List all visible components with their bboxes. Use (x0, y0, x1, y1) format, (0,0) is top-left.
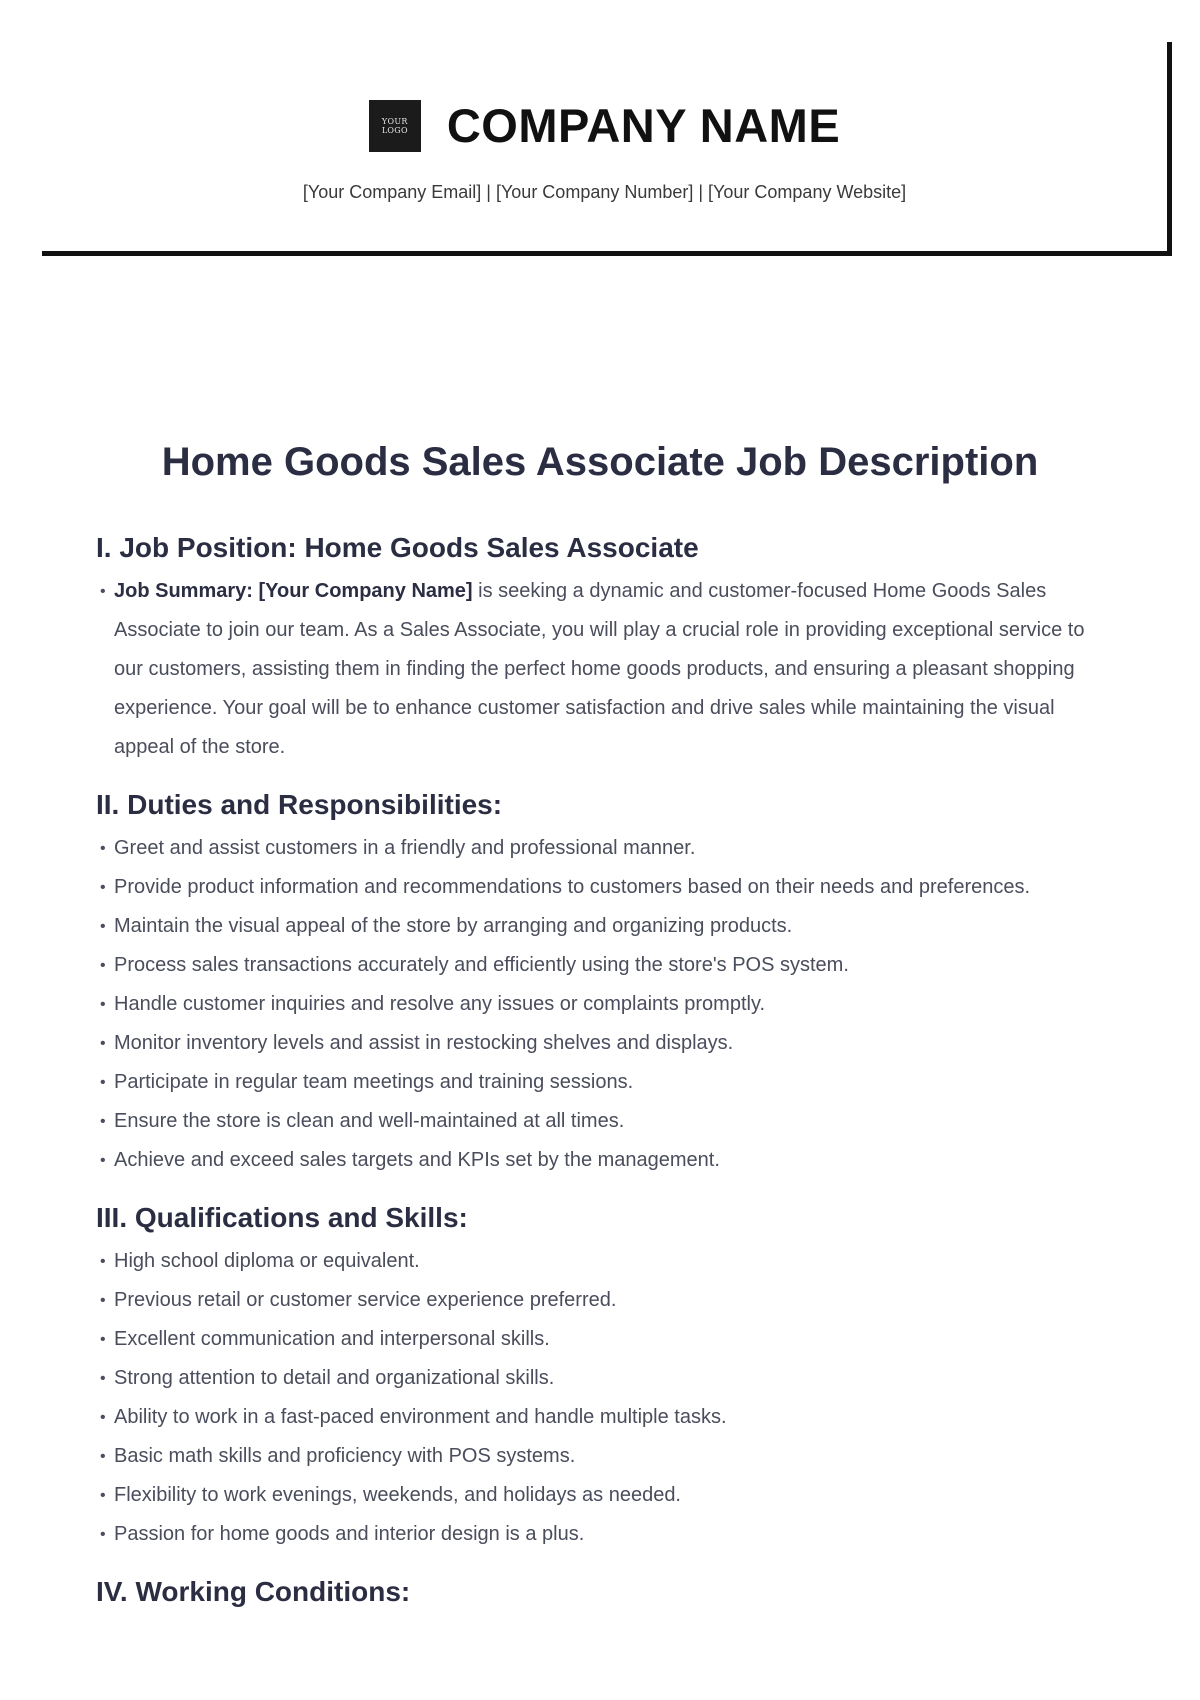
list-item: • Monitor inventory levels and assist in restocking shelves and displays. (96, 1024, 1096, 1063)
list-item: • Greet and assist customers in a friendly and professional manner. (96, 829, 1096, 868)
company-contact-line: [Your Company Email] | [Your Company Number] | [Your Company Website] (302, 182, 907, 202)
logo-text-line2: LOGO (381, 125, 408, 135)
section-duties (96, 787, 1096, 1180)
list-item: • Flexibility to work evenings, weekends, and holidays as needed. (96, 1476, 1096, 1515)
letterhead (42, 42, 1172, 256)
section-heading: IV. Working Conditions: (96, 1576, 411, 1607)
list-item: • Handle customer inquiries and resolve any issues or complaints promptly. (96, 985, 1096, 1024)
list-item: • Previous retail or customer service experience preferred. (96, 1281, 1096, 1320)
list-item: • Achieve and exceed sales targets and KPIs set by the management. (96, 1141, 1096, 1180)
list-item: • Process sales transactions accurately and efficiently using the store's POS system. (96, 946, 1096, 985)
list-item: • Ability to work in a fast-paced environment and handle multiple tasks. (96, 1398, 1096, 1437)
section-heading: I. Job Position: Home Goods Sales Associate (96, 532, 699, 563)
section-job-position (96, 530, 1096, 767)
section-list (96, 572, 1096, 767)
list-item: • Provide product information and recommendations to customers based on their needs and preferences. (96, 868, 1096, 907)
list-item: • Strong attention to detail and organizational skills. (96, 1359, 1096, 1398)
section-list (96, 829, 1096, 1180)
section-heading: III. Qualifications and Skills: (96, 1202, 468, 1233)
list-item: • High school diploma or equivalent. (96, 1242, 1096, 1281)
list-item: • Basic math skills and proficiency with POS systems. (96, 1437, 1096, 1476)
section-heading: II. Duties and Responsibilities: (96, 789, 503, 820)
section-working-conditions (96, 1574, 1096, 1610)
document-content (96, 530, 1096, 1630)
list-item: • Excellent communication and interpersonal skills. (96, 1320, 1096, 1359)
job-summary-label: Job Summary: [Your Company Name] (114, 580, 473, 602)
list-item: • Participate in regular team meetings and training sessions. (96, 1063, 1096, 1102)
company-name: COMPANY NAME (446, 99, 841, 152)
brand-row (42, 98, 1167, 153)
job-summary-item (96, 572, 1096, 767)
job-summary-text: is seeking a dynamic and customer-focused Home Goods Sales Associate to join our team. As a Sales Associate, you will play a crucial role in providing exceptional service to our customers, assisting them in finding the perfect home goods products, and ensuring a pleasant shopping experience. Your goal will be to enhance customer satisfaction and drive sales while maintaining the visual appeal of the store. (114, 580, 1085, 758)
section-qualifications (96, 1200, 1096, 1554)
logo-text-line1: YOUR (381, 116, 408, 126)
list-item: • Maintain the visual appeal of the store by arranging and organizing products. (96, 907, 1096, 946)
list-item: • Ensure the store is clean and well-maintained at all times. (96, 1102, 1096, 1141)
section-list (96, 1242, 1096, 1554)
company-logo (369, 100, 421, 152)
document-title: Home Goods Sales Associate Job Description (161, 440, 1039, 484)
list-item: • Passion for home goods and interior design is a plus. (96, 1515, 1096, 1554)
